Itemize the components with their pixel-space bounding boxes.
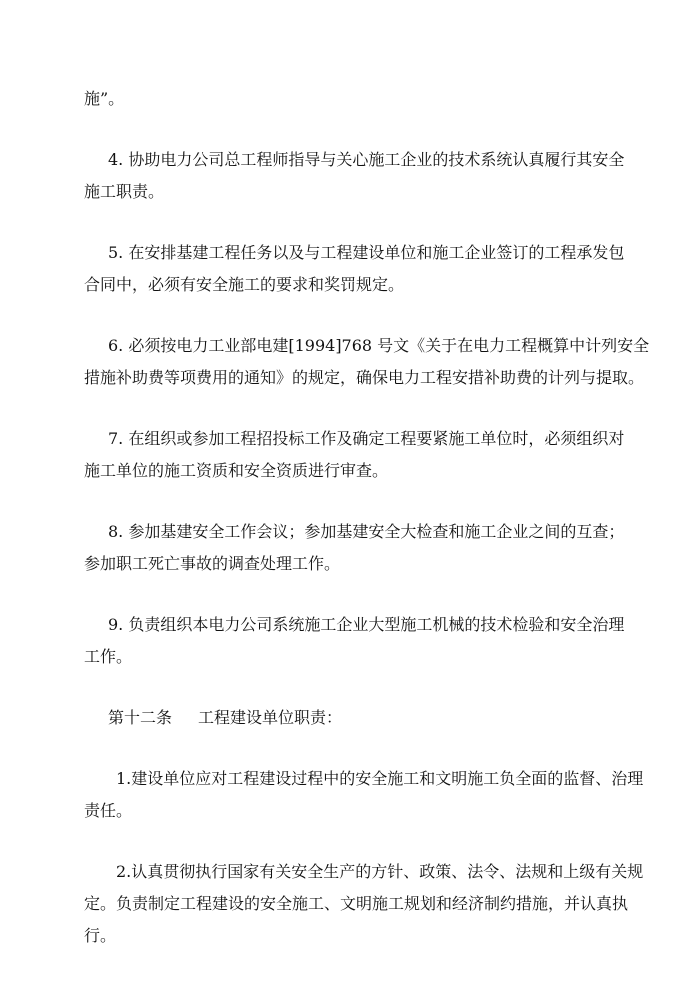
- text-line: 6. 必须按电力工业部电建[1994]768 号文《关于在电力工程概算中计列安全: [108, 336, 650, 355]
- paragraph-continuation: [84, 83, 656, 115]
- text-line: 责任。: [84, 801, 133, 820]
- text-line: 施”。: [84, 89, 125, 108]
- list-item-6: [84, 330, 656, 394]
- text-line: 2.认真贯彻执行国家有关安全生产的方针、政策、法令、法规和上级有关规: [116, 862, 644, 881]
- list-item-8: [84, 516, 656, 580]
- text-line: 1.建设单位应对工程建设过程中的安全施工和文明施工负全面的监督、治理: [116, 769, 644, 788]
- article-number: 第十二条: [108, 708, 173, 727]
- text-line: 措施补助费等项费用的通知》的规定，确保电力工程安措补助费的计列与提取。: [84, 368, 645, 387]
- text-line: 9. 负责组织本电力公司系统施工企业大型施工机械的技术检验和安全治理: [108, 615, 625, 634]
- document-page: [84, 83, 656, 981]
- text-line: 定。负责制定工程建设的安全施工、文明施工规划和经济制约措施，并认真执: [84, 894, 629, 913]
- article-title: 工程建设单位职责：: [198, 708, 343, 727]
- list-item-4: [84, 144, 656, 208]
- text-line: 合同中，必须有安全施工的要求和奖罚规定。: [84, 275, 405, 294]
- list-item-5: [84, 237, 656, 301]
- text-line: 7. 在组织或参加工程招投标工作及确定工程要紧施工单位时，必须组织对: [108, 429, 625, 448]
- list-item-2: [84, 856, 656, 952]
- text-line: 参加职工死亡事故的调查处理工作。: [84, 554, 341, 573]
- text-line: 行。: [84, 926, 117, 945]
- text-line: 工作。: [84, 647, 133, 666]
- list-item-7: [84, 423, 656, 487]
- text-line: 施工单位的施工资质和安全资质进行审查。: [84, 461, 389, 480]
- list-item-1: [84, 763, 656, 827]
- text-line: 4. 协助电力公司总工程师指导与关心施工企业的技术系统认真履行其安全: [108, 150, 625, 169]
- text-line: 施工职责。: [84, 182, 165, 201]
- text-line: 5. 在安排基建工程任务以及与工程建设单位和施工企业签订的工程承发包: [108, 243, 625, 262]
- article-heading: [84, 702, 656, 734]
- list-item-9: [84, 609, 656, 673]
- text-line: 8. 参加基建安全工作会议；参加基建安全大检查和施工企业之间的互查；: [108, 522, 625, 541]
